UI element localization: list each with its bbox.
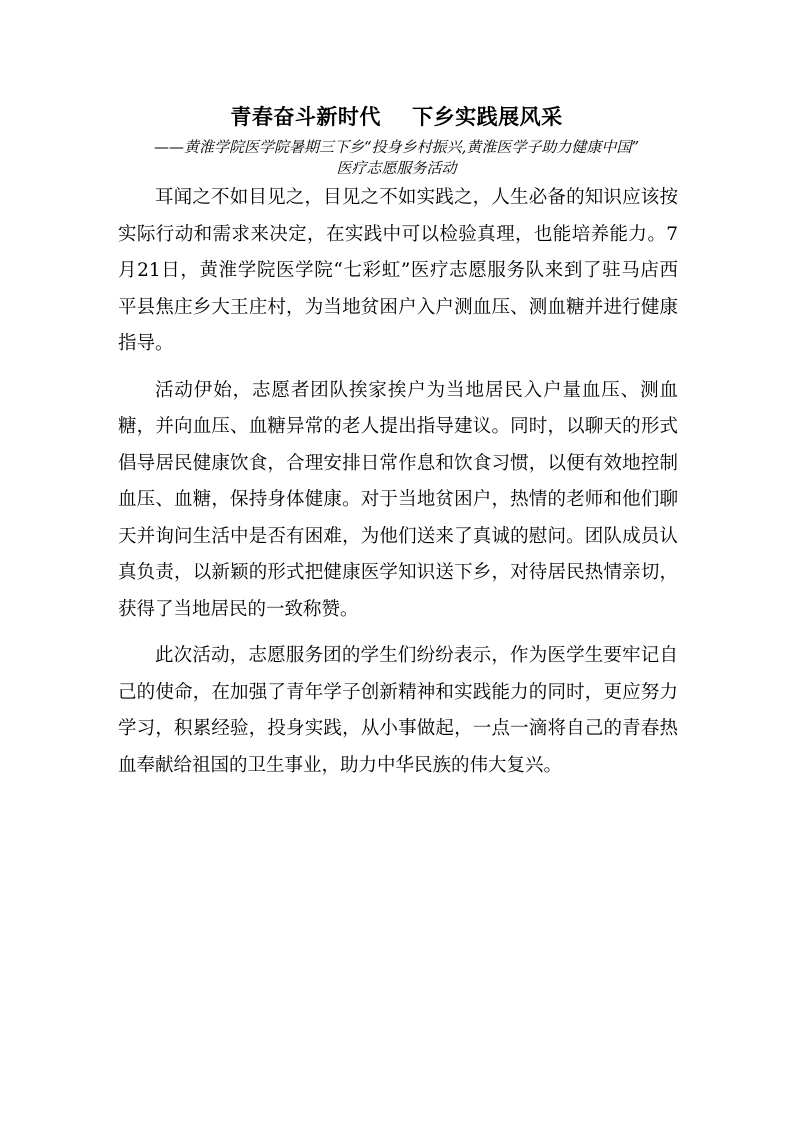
document-subtitle-continued: 医疗志愿服务活动 bbox=[336, 159, 457, 177]
paragraph-conclusion: 此次活动，志愿服务团的学生们纷纷表示，作为医学生要牢记自己的使命，在加强了青年学子创新精神和实践能力的同时，更应努力学习，积累经验，投身实践，从小事做起，一点一滴将自己的青春热血奉献给祖国的卫生事业，助力中华民族的伟大复兴。 bbox=[118, 645, 678, 776]
document-title: 青春奋斗新时代 下乡实践展风采 bbox=[230, 104, 563, 129]
paragraph-intro: 耳闻之不如目见之，目见之不如实践之，人生必备的知识应该按实际行动和需求来决定，在实践中可以检验真理，也能培养能力。7月21日，黄淮学院医学院“七彩虹”医疗志愿服务队来到了驻马店西平县焦庄乡大王庄村，为当地贫困户入户测血压、测血糖并进行健康指导。 bbox=[118, 187, 678, 354]
document-subtitle: ——黄淮学院医学院暑期三下乡“投身乡村振兴,黄淮医学子助力健康中国” bbox=[153, 138, 640, 156]
article-body bbox=[118, 180, 678, 794]
paragraph-activity: 活动伊始，志愿者团队挨家挨户为当地居民入户量血压、测血糖，并向血压、血糖异常的老人提出指导建议。同时，以聊天的形式倡导居民健康饮食，合理安排日常作息和饮食习惯，以便有效地控制血压、血糖，保持身体健康。对于当地贫困户，热情的老师和他们聊天并询问生活中是否有困难，为他们送来了真诚的慰问。团队成员认真负责，以新颖的形式把健康医学知识送下乡，对待居民热情亲切，获得了当地居民的一致称赞。 bbox=[118, 379, 678, 620]
